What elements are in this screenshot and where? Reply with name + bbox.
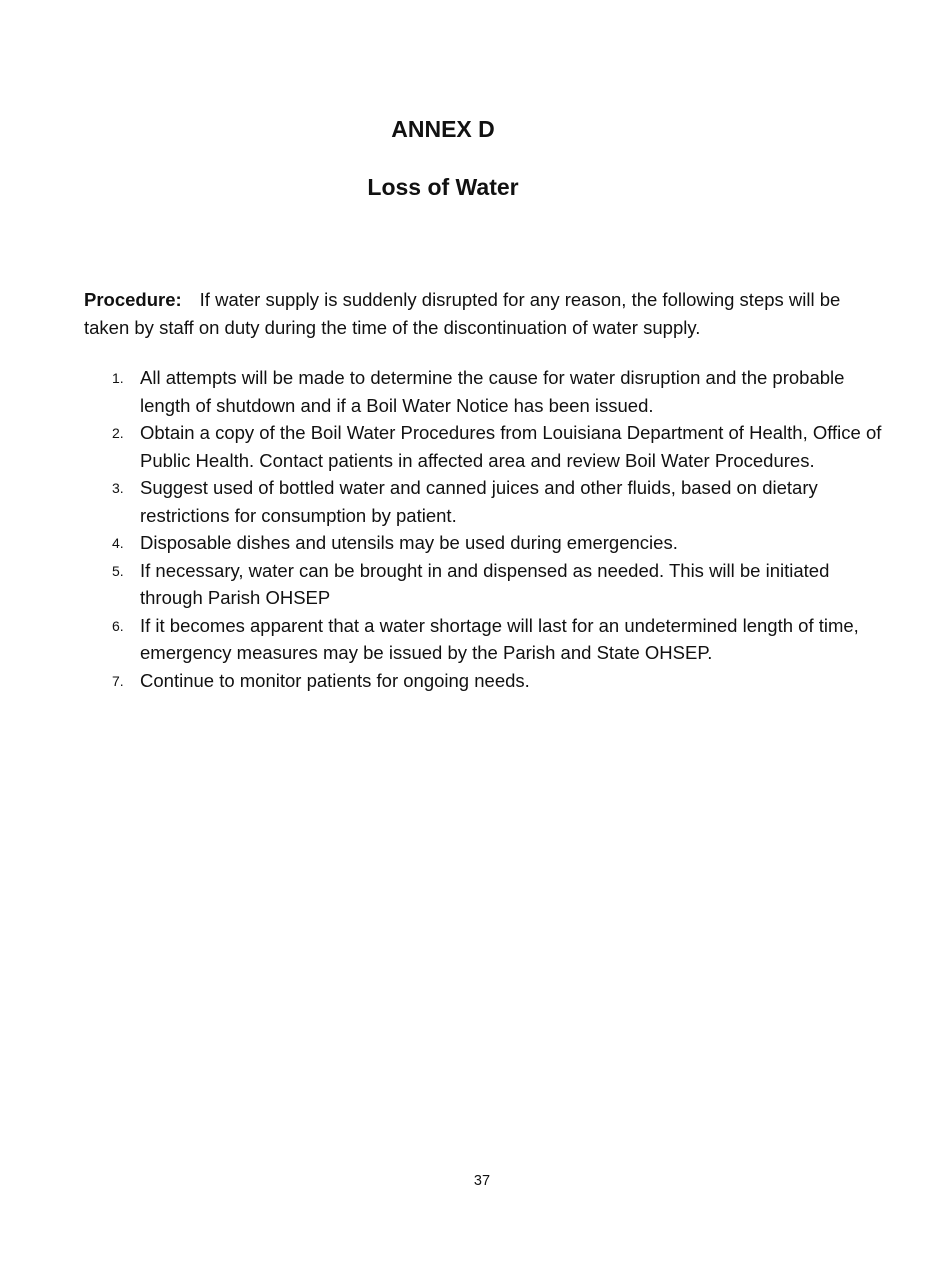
step-number: 7. bbox=[112, 672, 124, 689]
step-text: Suggest used of bottled water and canned juices and other fluids, based on dietary restrictions for consumption by patient. bbox=[140, 477, 818, 526]
step-number: 2. bbox=[112, 425, 124, 441]
step-text: If it becomes apparent that a water shortage will last for an undetermined length of time, emergency measures may be issued by the Parish and State OHSEP. bbox=[140, 614, 859, 663]
step-number: 3. bbox=[112, 480, 124, 496]
step-number: 5. bbox=[112, 562, 124, 579]
step-text: Disposable dishes and utensils may be used during emergencies. bbox=[140, 532, 678, 553]
step-number: 6. bbox=[112, 617, 124, 634]
step-text: If necessary, water can be brought in and dispensed as needed. This will be initiated through Parish OHSEP bbox=[140, 559, 830, 608]
step-item bbox=[84, 419, 884, 474]
step-item bbox=[84, 474, 884, 529]
step-text: Obtain a copy of the Boil Water Procedures from Louisiana Department of Health, Office of Public Health. Contact patients in affected area and review Boil Water Procedures. bbox=[140, 422, 882, 471]
procedure-text: If water supply is suddenly disrupted for any reason, the following steps will be taken by staff on duty during the time of the discontinuation of water supply. bbox=[84, 289, 841, 338]
procedure-paragraph bbox=[84, 286, 884, 341]
step-item bbox=[84, 557, 884, 612]
step-item bbox=[84, 529, 884, 557]
step-item bbox=[84, 364, 884, 419]
step-text: All attempts will be made to determine the cause for water disruption and the probable length of shutdown and if a Boil Water Notice has been issued. bbox=[140, 367, 845, 416]
annex-label: ANNEX D bbox=[391, 116, 495, 142]
step-number: 4. bbox=[112, 535, 124, 551]
procedure-steps-list bbox=[84, 364, 884, 694]
step-text: Continue to monitor patients for ongoing needs. bbox=[140, 669, 530, 691]
step-item bbox=[84, 667, 884, 695]
procedure-label: Procedure: bbox=[84, 289, 182, 310]
page-number: 37 bbox=[473, 1173, 491, 1189]
step-item bbox=[84, 612, 884, 667]
step-number: 1. bbox=[112, 370, 124, 386]
page-title: Loss of Water bbox=[367, 174, 519, 200]
